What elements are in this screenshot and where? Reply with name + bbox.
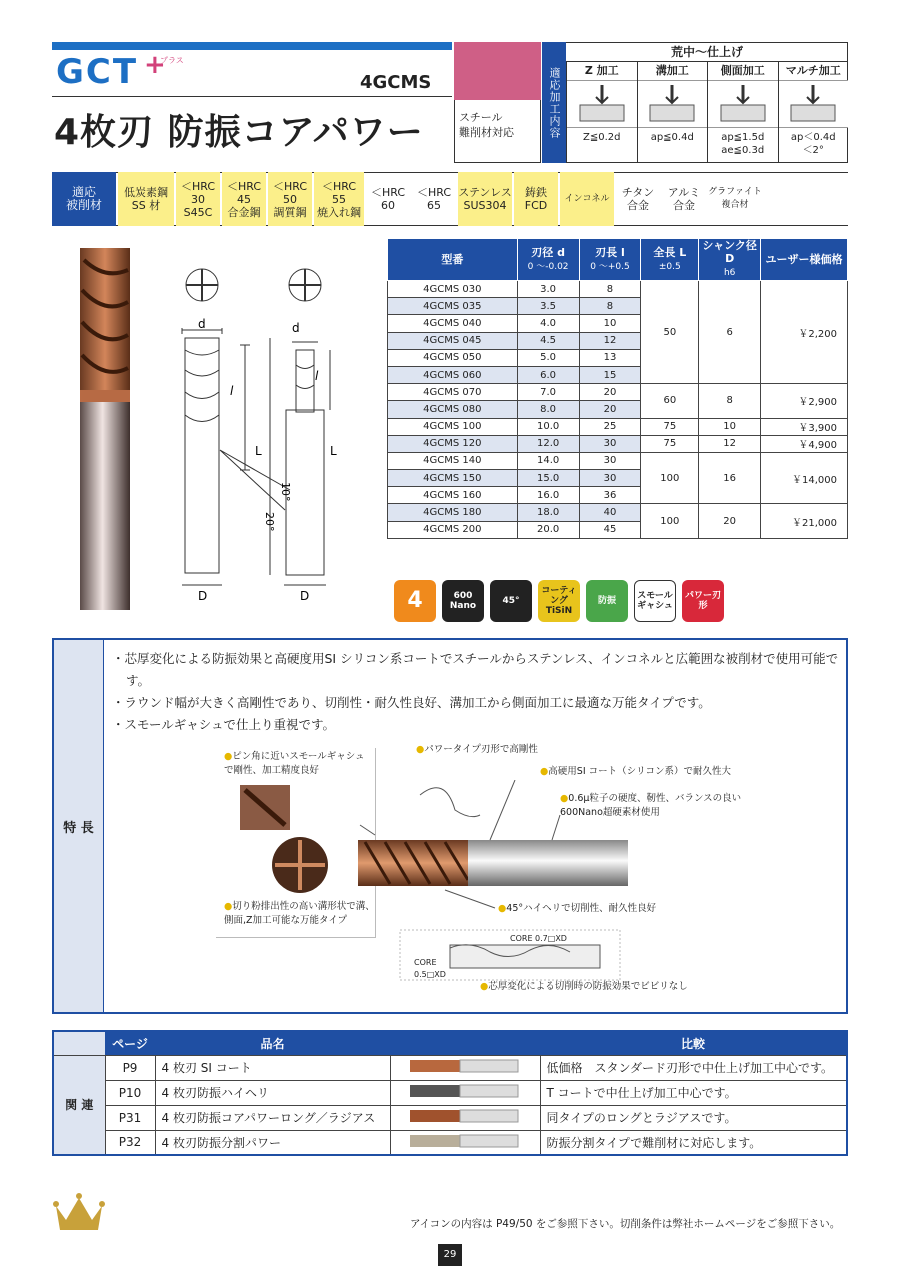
spec-cell-d: 16.0 bbox=[517, 487, 579, 504]
related-compare: T コートで中仕上げ加工中心です。 bbox=[540, 1080, 847, 1105]
spec-cell-model: 4GCMS 180 bbox=[388, 504, 518, 521]
spec-header bbox=[517, 239, 579, 281]
spec-header bbox=[579, 239, 641, 281]
spec-cell-D: 6 bbox=[699, 281, 761, 384]
materials-header: 適応 被削材 bbox=[52, 172, 116, 226]
spec-cell-price: ￥4,900 bbox=[761, 435, 848, 452]
spec-cell-l: 36 bbox=[579, 487, 641, 504]
feature-badge-icon: パワー刃形 bbox=[682, 580, 724, 622]
spec-cell-l: 45 bbox=[579, 521, 641, 538]
note-power-type: パワータイプ刃形で高剛性 bbox=[424, 744, 538, 755]
spec-cell-L: 50 bbox=[641, 281, 699, 384]
spec-header-main: 刃長 l bbox=[595, 245, 625, 259]
spec-header bbox=[641, 239, 699, 281]
machining-col-value: ap＜0.4d ＜2° bbox=[790, 132, 836, 156]
spec-cell-model: 4GCMS 040 bbox=[388, 315, 518, 332]
material-cell: ＜HRC 60 bbox=[370, 186, 406, 212]
spec-row bbox=[388, 281, 848, 298]
spec-cell-l: 30 bbox=[579, 435, 641, 452]
related-side-label: 関 連 bbox=[53, 1055, 105, 1155]
tool-photo bbox=[70, 240, 150, 620]
spec-cell-l: 20 bbox=[579, 401, 641, 418]
spec-header bbox=[388, 239, 518, 281]
machining-header: 荒中〜仕上げ bbox=[566, 42, 848, 62]
spec-header-sub: ±0.5 bbox=[658, 261, 681, 272]
spec-cell-d: 18.0 bbox=[517, 504, 579, 521]
spec-cell-L: 75 bbox=[641, 435, 699, 452]
spec-cell-model: 4GCMS 060 bbox=[388, 366, 518, 383]
spec-cell-price: ￥21,000 bbox=[761, 504, 848, 538]
related-compare: 防振分割タイプで難削材に対応します。 bbox=[540, 1130, 847, 1155]
spec-row bbox=[388, 418, 848, 435]
spec-cell-d: 4.0 bbox=[517, 315, 579, 332]
spec-cell-model: 4GCMS 080 bbox=[388, 401, 518, 418]
spec-cell-D: 16 bbox=[699, 452, 761, 504]
note-45-helix: 45°ハイヘリで切削性、耐久性良好 bbox=[506, 903, 657, 914]
machining-diagram-icon bbox=[638, 80, 708, 128]
machining-col bbox=[637, 62, 708, 163]
related-compare: 同タイプのロングとラジアスです。 bbox=[540, 1105, 847, 1130]
spec-cell-model: 4GCMS 070 bbox=[388, 384, 518, 401]
label-d: d bbox=[198, 317, 206, 331]
label-l: l bbox=[230, 384, 234, 398]
spec-row bbox=[388, 384, 848, 401]
spec-cell-l: 12 bbox=[579, 332, 641, 349]
machining-col bbox=[566, 62, 637, 163]
spec-cell-d: 20.0 bbox=[517, 521, 579, 538]
spec-header-main: シャンク径 D bbox=[702, 239, 757, 265]
machining-col-value: Z≦0.2d bbox=[583, 132, 621, 143]
spec-cell-d: 3.0 bbox=[517, 281, 579, 298]
title-rule bbox=[52, 96, 452, 97]
feature-badge-icon: 45° bbox=[490, 580, 532, 622]
related-name: 4 枚刃防振ハイヘリ bbox=[155, 1080, 390, 1105]
spec-table bbox=[387, 238, 848, 539]
spec-cell-d: 15.0 bbox=[517, 470, 579, 487]
machining-col-label: Z 加工 bbox=[584, 64, 619, 77]
note-core-taper: 芯厚変化による切削時の防振効果でビビリなし bbox=[488, 981, 688, 992]
related-row bbox=[53, 1055, 847, 1080]
spec-cell-d: 14.0 bbox=[517, 452, 579, 469]
spec-cell-l: 10 bbox=[579, 315, 641, 332]
related-tool-image bbox=[390, 1055, 540, 1080]
related-side-header bbox=[53, 1031, 105, 1055]
material-cell: ステンレス SUS304 bbox=[458, 172, 512, 226]
spec-cell-model: 4GCMS 035 bbox=[388, 298, 518, 315]
related-header-page: ページ bbox=[105, 1031, 155, 1055]
spec-row bbox=[388, 504, 848, 521]
color-swatch bbox=[454, 42, 541, 100]
core-label-top: CORE 0.7□XD bbox=[510, 934, 567, 943]
spec-cell-l: 8 bbox=[579, 298, 641, 315]
spec-cell-price: ￥14,000 bbox=[761, 452, 848, 504]
spec-cell-L: 100 bbox=[641, 452, 699, 504]
brand-logo-sup: プラス bbox=[160, 56, 184, 65]
spec-cell-model: 4GCMS 120 bbox=[388, 435, 518, 452]
spec-row bbox=[388, 452, 848, 469]
spec-cell-d: 5.0 bbox=[517, 349, 579, 366]
related-page: P10 bbox=[105, 1080, 155, 1105]
related-header-name: 品名 bbox=[155, 1031, 390, 1055]
note-nano: 0.6μ粒子の硬度、靭性、バランスの良い 600Nano超硬素材使用 bbox=[560, 793, 742, 818]
features-text bbox=[112, 648, 842, 736]
features-side-label: 特 長 bbox=[54, 640, 104, 1012]
machining-col-label: 側面加工 bbox=[720, 64, 765, 77]
spec-cell-D: 20 bbox=[699, 504, 761, 538]
spec-cell-model: 4GCMS 150 bbox=[388, 470, 518, 487]
tool-drawing bbox=[160, 250, 380, 610]
spec-cell-model: 4GCMS 045 bbox=[388, 332, 518, 349]
machining-diagram-icon bbox=[567, 80, 637, 128]
label-angle2: 20° bbox=[263, 512, 276, 532]
spec-header bbox=[761, 239, 848, 281]
spec-cell-l: 40 bbox=[579, 504, 641, 521]
machining-col bbox=[707, 62, 778, 163]
label-l2: l bbox=[315, 369, 319, 383]
machining-diagram-icon bbox=[708, 80, 778, 128]
material-cell: 低炭素鋼 SS 材 bbox=[118, 172, 174, 226]
spec-cell-D: 8 bbox=[699, 384, 761, 418]
spec-cell-model: 4GCMS 160 bbox=[388, 487, 518, 504]
header-bar bbox=[52, 42, 452, 50]
machining-col-label: 溝加工 bbox=[655, 64, 689, 77]
spec-cell-l: 8 bbox=[579, 281, 641, 298]
core-label-left: CORE bbox=[414, 958, 437, 967]
machining-col bbox=[778, 62, 849, 163]
material-cell: ＜HRC 55 焼入れ鋼 bbox=[314, 172, 364, 226]
related-page: P9 bbox=[105, 1055, 155, 1080]
spec-cell-l: 30 bbox=[579, 470, 641, 487]
feature-badge-icon: 4 bbox=[394, 580, 436, 622]
spec-cell-l: 13 bbox=[579, 349, 641, 366]
steel-label: スチール 難削材対応 bbox=[454, 100, 541, 163]
spec-cell-d: 6.0 bbox=[517, 366, 579, 383]
machining-col-value: ap≦1.5d ae≦0.3d bbox=[721, 132, 765, 156]
material-cell: ＜HRC 30 S45C bbox=[176, 172, 220, 226]
spec-cell-L: 60 bbox=[641, 384, 699, 418]
page-number: 29 bbox=[438, 1244, 462, 1266]
spec-header-main: 型番 bbox=[441, 253, 464, 266]
feature-badge-icon: 防振 bbox=[586, 580, 628, 622]
related-compare: 低価格 スタンダード刃形で中仕上げ加工中心です。 bbox=[540, 1055, 847, 1080]
feature-badge-icon: 600 Nano bbox=[442, 580, 484, 622]
material-cell: 鋳鉄 FCD bbox=[514, 172, 558, 226]
related-name: 4 枚刃 SI コート bbox=[155, 1055, 390, 1080]
spec-cell-l: 25 bbox=[579, 418, 641, 435]
feature-badge-icon: スモールギャシュ bbox=[634, 580, 676, 622]
related-tool-image bbox=[390, 1130, 540, 1155]
related-name: 4 枚刃防振コアパワーロング／ラジアス bbox=[155, 1105, 390, 1130]
brand-logo-plus: + bbox=[144, 50, 166, 80]
material-cell: ＜HRC 65 bbox=[416, 186, 452, 212]
crown-icon bbox=[52, 1190, 106, 1234]
spec-cell-price: ￥3,900 bbox=[761, 418, 848, 435]
footer-note: アイコンの内容は P49/50 をご参照下さい。切削条件は弊社ホームページをご参照下さい。 bbox=[410, 1218, 841, 1230]
spec-header-main: ユーザー様価格 bbox=[765, 253, 843, 266]
spec-cell-model: 4GCMS 140 bbox=[388, 452, 518, 469]
feature-bullet: ・スモールギャシュで仕上り重視です。 bbox=[112, 717, 336, 732]
spec-cell-model: 4GCMS 200 bbox=[388, 521, 518, 538]
spec-cell-l: 15 bbox=[579, 366, 641, 383]
model-code: 4GCMS bbox=[360, 72, 432, 93]
machining-diagram-icon bbox=[779, 80, 849, 128]
related-page: P31 bbox=[105, 1105, 155, 1130]
spec-cell-D: 10 bbox=[699, 418, 761, 435]
related-tool-image bbox=[390, 1080, 540, 1105]
machining-side-label: 適応加工内容 bbox=[542, 42, 566, 163]
spec-cell-D: 12 bbox=[699, 435, 761, 452]
note-chip-flute: 切り粉排出性の高い溝形状で溝、 側面,Z加工可能な万能タイプ bbox=[224, 901, 375, 926]
note-si-coat: 高硬用SI コート（シリコン系）で耐久性大 bbox=[548, 766, 731, 777]
material-cell: グラファイト 複合材 bbox=[708, 187, 762, 210]
brand-logo: GCT bbox=[56, 52, 139, 92]
material-cell: インコネル bbox=[560, 172, 614, 226]
material-cell: ＜HRC 50 調質鋼 bbox=[268, 172, 312, 226]
related-tool-image bbox=[390, 1105, 540, 1130]
feature-bullet: ・芯厚変化による防振効果と高硬度用SI シリコン系コートでスチールからステンレス、インコネルと広範囲な被削材で使用可能です。 bbox=[112, 651, 839, 688]
feature-badge-icon: コーティング TiSiN bbox=[538, 580, 580, 622]
label-d2: d bbox=[292, 321, 300, 335]
spec-header bbox=[699, 239, 761, 281]
feature-bullet: ・ラウンド幅が大きく高剛性であり、切削性・耐久性良好、溝加工から側面加工に最適な万能タイプです。 bbox=[112, 695, 711, 710]
spec-header-main: 全長 L bbox=[653, 245, 687, 259]
related-row bbox=[53, 1130, 847, 1155]
spec-cell-d: 8.0 bbox=[517, 401, 579, 418]
spec-header-sub: 0 〜+0.5 bbox=[590, 261, 630, 272]
related-header-compare: 比較 bbox=[540, 1031, 847, 1055]
spec-cell-L: 100 bbox=[641, 504, 699, 538]
spec-cell-l: 30 bbox=[579, 452, 641, 469]
label-angle1: 10° bbox=[279, 482, 292, 502]
spec-cell-L: 75 bbox=[641, 418, 699, 435]
spec-cell-model: 4GCMS 100 bbox=[388, 418, 518, 435]
material-cell: チタン 合金 bbox=[621, 186, 655, 212]
spec-cell-d: 12.0 bbox=[517, 435, 579, 452]
related-page: P32 bbox=[105, 1130, 155, 1155]
material-cell: ＜HRC 45 合金鋼 bbox=[222, 172, 266, 226]
spec-row bbox=[388, 435, 848, 452]
core-label-bottom: 0.5□XD bbox=[414, 970, 446, 979]
related-row bbox=[53, 1080, 847, 1105]
related-row bbox=[53, 1105, 847, 1130]
spec-cell-price: ￥2,200 bbox=[761, 281, 848, 384]
spec-cell-l: 20 bbox=[579, 384, 641, 401]
page-title: 4枚刃 防振コアパワー bbox=[54, 112, 424, 153]
spec-header-sub: 0 〜-0.02 bbox=[527, 261, 569, 272]
machining-col-label: マルチ加工 bbox=[785, 64, 841, 77]
related-table bbox=[52, 1030, 848, 1156]
label-L2: L bbox=[330, 444, 337, 458]
label-L: L bbox=[255, 444, 262, 458]
spec-cell-d: 7.0 bbox=[517, 384, 579, 401]
spec-cell-price: ￥2,900 bbox=[761, 384, 848, 418]
spec-header-sub: h6 bbox=[723, 268, 736, 278]
spec-header-main: 刃径 d bbox=[531, 245, 565, 259]
spec-cell-model: 4GCMS 030 bbox=[388, 281, 518, 298]
machining-col-value: ap≦0.4d bbox=[650, 132, 694, 143]
label-D2: D bbox=[300, 589, 310, 603]
related-name: 4 枚刃防振分割パワー bbox=[155, 1130, 390, 1155]
material-cell: アルミ 合金 bbox=[667, 186, 701, 212]
label-D: D bbox=[198, 589, 208, 603]
spec-cell-model: 4GCMS 050 bbox=[388, 349, 518, 366]
related-header-image bbox=[390, 1031, 540, 1055]
note-small-gash: ピン角に近いスモールギャシュ で剛性、加工精度良好 bbox=[224, 751, 365, 776]
spec-cell-d: 4.5 bbox=[517, 332, 579, 349]
spec-cell-d: 10.0 bbox=[517, 418, 579, 435]
spec-cell-d: 3.5 bbox=[517, 298, 579, 315]
